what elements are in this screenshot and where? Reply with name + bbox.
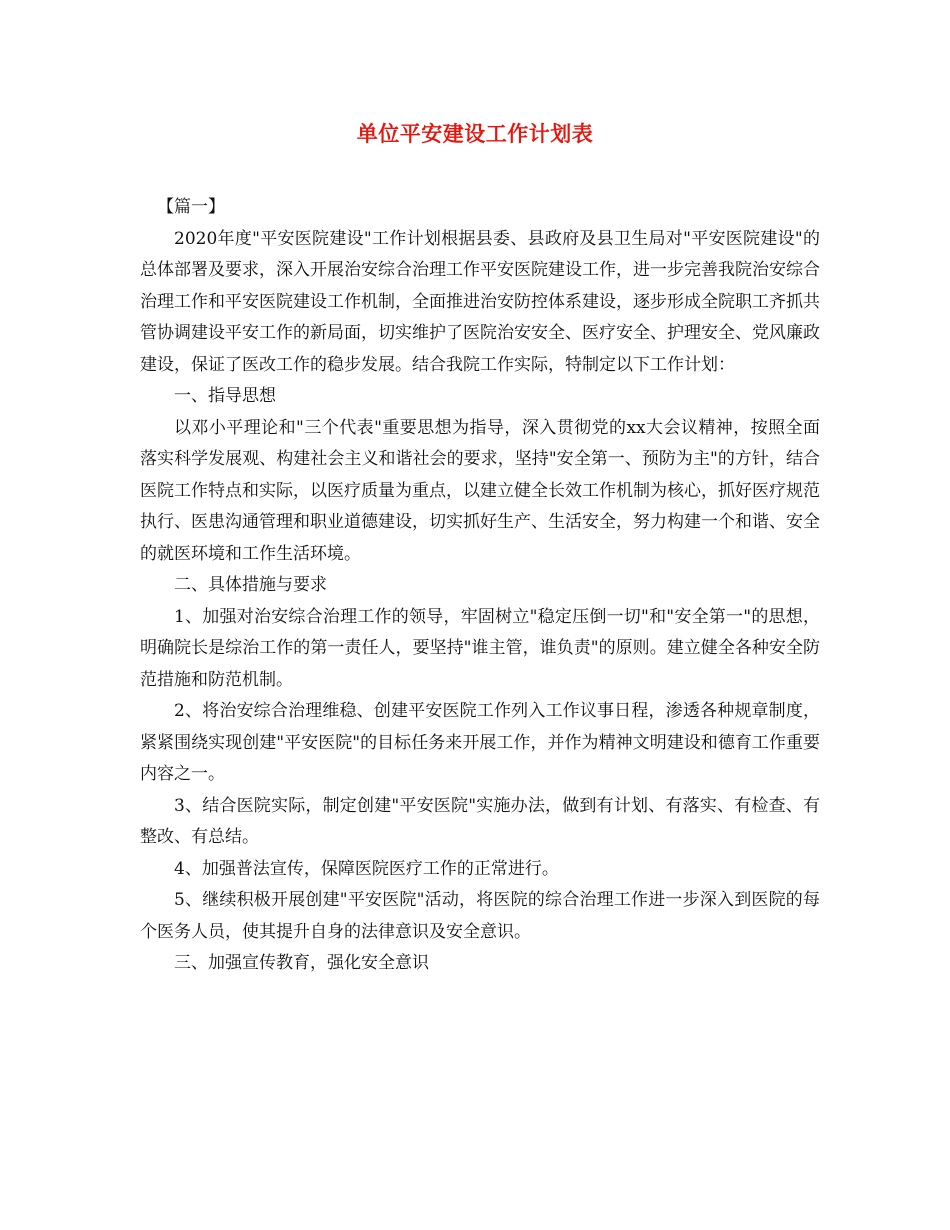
heading-publicity: 三、加强宣传教育，强化安全意识 (174, 953, 429, 973)
heading-guiding-ideology: 一、指导思想 (174, 386, 276, 406)
guiding-ideology-paragraph: 以邓小平理论和"三个代表"重要思想为指导，深入贯彻党的xx大会议精神，按照全面落实科学发展观、构建社会主义和谐社会的要求，坚持"安全第一、预防为主"的方针，结合医院工作特点和实际，以医疗质量为重点，以建立健全长效工作机制为核心，抓好医疗规范执行、医患沟通管理和职业道德建设，切实抓好生产、生活安全，努力构建一个和谐、安全的就医环境和工作生活环境。 (140, 417, 820, 564)
document-title: 单位平安建设工作计划表 (356, 121, 594, 146)
measure-item-2: 2、将治安综合治理维稳、创建平安医院工作列入工作议事日程，渗透各种规章制度，紧紧围绕实现创建"平安医院"的目标任务来开展工作，并作为精神文明建设和德育工作重要内容之一。 (140, 701, 820, 784)
section-label: 【篇一】 (157, 197, 225, 217)
intro-paragraph: 2020年度"平安医院建设"工作计划根据县委、县政府及县卫生局对"平安医院建设"的总体部署及要求，深入开展治安综合治理工作平安医院建设工作，进一步完善我院治安综合治理工作和平安医院建设工作机制，全面推进治安防控体系建设，逐步形成全院职工齐抓共管协调建设平安工作的新局面，切实维护了医院治安安全、医疗安全、护理安全、党风廉政建设，保证了医改工作的稳步发展。结合我院工作实际，特制定以下工作计划： (140, 228, 820, 375)
measure-item-4: 4、加强普法宣传，保障医院医疗工作的正常进行。 (174, 858, 559, 879)
heading-measures: 二、具体措施与要求 (174, 575, 327, 595)
measure-item-5: 5、继续积极开展创建"平安医院"活动，将医院的综合治理工作进一步深入到医院的每个医务人员，使其提升自身的法律意识及安全意识。 (140, 890, 820, 942)
measure-item-1: 1、加强对治安综合治理工作的领导，牢固树立"稳定压倒一切"和"安全第一"的思想，明确院长是综治工作的第一责任人，要坚持"谁主管，谁负责"的原则。建立健全各种安全防范措施和防范机制。 (140, 606, 820, 690)
measure-item-3: 3、结合医院实际，制定创建"平安医院"实施办法，做到有计划、有落实、有检查、有整改、有总结。 (140, 795, 820, 847)
document-body (140, 192, 820, 980)
